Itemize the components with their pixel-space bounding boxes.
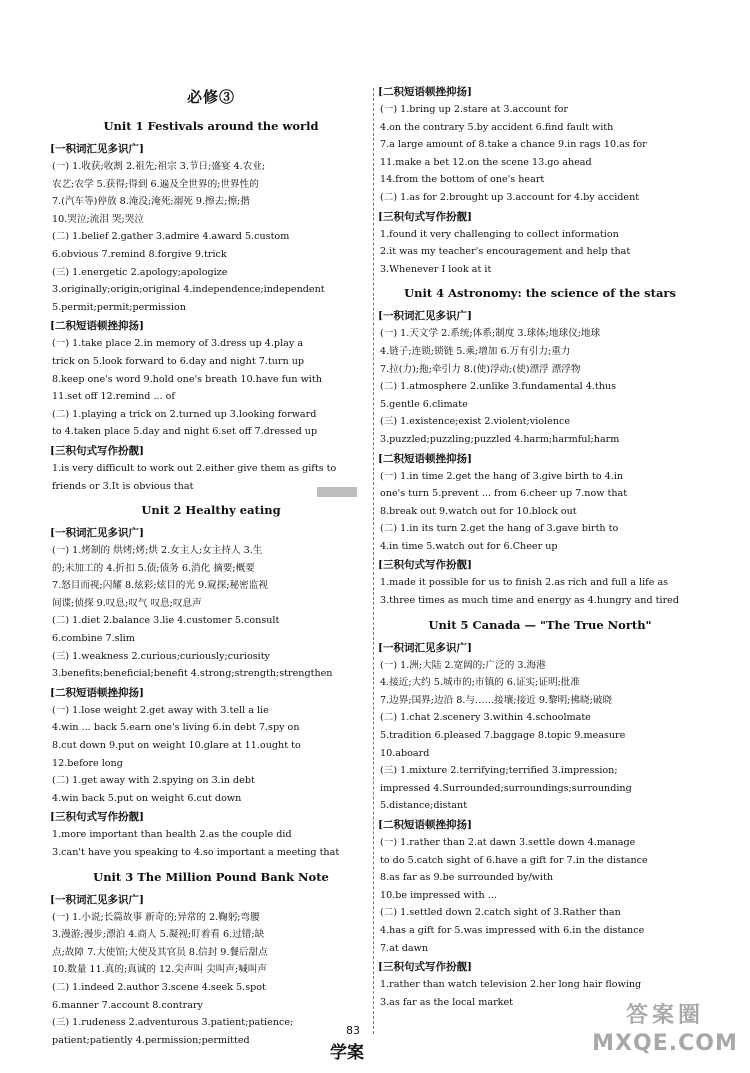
answer-line: (二) 1.get away with 2.spying on 3.in debt bbox=[52, 775, 255, 787]
answer-line: 1.made it possible for us to finish 2.as rich and full a life as bbox=[380, 577, 669, 589]
answer-line: 1.found it very challenging to collect information bbox=[380, 228, 619, 240]
answer-line: (二) 1.playing a trick on 2.turned up 3.looking forward bbox=[52, 408, 317, 420]
answer-line: 6.obvious 7.remind 8.forgive 9.trick bbox=[52, 248, 227, 260]
unit-5-title: Unit 5 Canada — "The True North" bbox=[428, 617, 652, 632]
answer-line: to 4.taken place 5.day and night 6.set off 7.dressed up bbox=[52, 426, 318, 438]
unit-5-phrases bbox=[380, 834, 700, 957]
answer-line: 12.before long bbox=[52, 757, 123, 769]
answer-line: 4.in time 5.watch out for 6.Cheer up bbox=[380, 540, 558, 552]
answer-line: (三) 1.weakness 2.curious;curiously;curiosity bbox=[52, 650, 270, 662]
answer-line: (三) 1.existence;exist 2.violent;violence bbox=[380, 416, 571, 428]
section-title: [二积短语顿挫抑扬] bbox=[50, 320, 144, 333]
answer-line: 14.from the bottom of one's heart bbox=[380, 174, 545, 186]
answer-line: 农艺;农学 5.获得;得到 6.遍及全世界的;世界性的 bbox=[52, 178, 259, 190]
watermark bbox=[590, 1002, 740, 1068]
answer-line: 5.permit;permit;permission bbox=[52, 301, 186, 313]
section-title: [二积短语顿挫抑扬] bbox=[50, 686, 144, 699]
section-title: [二积短语顿挫抑扬] bbox=[378, 819, 472, 831]
answer-line: 6.combine 7.slim bbox=[52, 633, 135, 645]
answer-line: 1.is very difficult to work out 2.either give them as gifts to bbox=[52, 462, 337, 474]
answer-line: 3.benefits;beneficial;benefit 4.strong;strength;strengthen bbox=[52, 668, 333, 680]
answer-line: 2.it was my teacher's encouragement and help that bbox=[380, 246, 631, 258]
answer-line: 8.as far as 9.be surrounded by/with bbox=[380, 872, 553, 884]
section-title: [一积词汇见多识广] bbox=[50, 143, 144, 155]
column-divider bbox=[373, 88, 374, 1034]
section-title: [三积句式写作扮靓] bbox=[50, 444, 144, 457]
answer-line: impressed 4.Surrounded;surroundings;surrounding bbox=[380, 782, 632, 794]
section-title: [一积词汇见多识广] bbox=[50, 893, 144, 906]
answer-line: (一) 1.bring up 2.stare at 3.account for bbox=[380, 104, 568, 115]
section-title: [三积句式写作扮靓] bbox=[378, 961, 472, 974]
answer-line: (二) 1.atmosphere 2.unlike 3.fundamental 4.thus bbox=[380, 381, 617, 393]
unit-5-vocab bbox=[380, 657, 700, 815]
answer-line: 7.(汽车等)停放 8.淹没;淹死;溺死 9.擦去;擦;揩 bbox=[52, 196, 250, 208]
answer-line: (一) 1.收获;收割 2.祖先;祖宗 3.节日;盛宴 4.农业; bbox=[52, 161, 266, 172]
answer-line: 7.a large amount of 8.take a chance 9.in rags 10.as for bbox=[380, 139, 647, 151]
answer-line: 7.边界;国界;边沿 8.与……接壤;接近 9.黎明;拂晓;破晓 bbox=[380, 694, 613, 706]
answer-line: (一) 1.天文学 2.系统;体系;制度 3.球体;地球仪;地球 bbox=[380, 328, 601, 340]
answer-line: 10.aboard bbox=[380, 747, 430, 759]
unit-2-vocab bbox=[52, 542, 370, 683]
answer-line: 8.cut down 9.put on weight 10.glare at 11.ought to bbox=[52, 740, 301, 752]
answer-line: (二) 1.chat 2.scenery 3.within 4.schoolmate bbox=[380, 712, 591, 724]
answer-line: (一) 1.洲;大陆 2.宽阔的;广泛的 3.海港 bbox=[380, 659, 546, 671]
answer-line: 11.set off 12.remind ... of bbox=[52, 391, 175, 403]
answer-line: (二) 1.in its turn 2.get the hang of 3.gave birth to bbox=[380, 523, 619, 535]
publisher-logo: 学案 bbox=[330, 1043, 364, 1063]
answer-line: 4.链子;连锁;锁链 5.乘;增加 6.万有引力;重力 bbox=[380, 345, 571, 357]
answer-line: 1.more important than health 2.as the couple did bbox=[52, 829, 292, 841]
answer-line: patient;patiently 4.permission;permitted bbox=[52, 1034, 250, 1046]
answer-line: (一) 1.in time 2.get the hang of 3.give birth to 4.in bbox=[380, 470, 624, 482]
answer-line: 4.has a gift for 5.was impressed with 6.in the distance bbox=[380, 924, 645, 936]
unit-4-sentences bbox=[380, 574, 700, 609]
answer-line: (二) 1.indeed 2.author 3.scene 4.seek 5.spot bbox=[52, 981, 266, 993]
section-title: [三积句式写作扮靓] bbox=[378, 210, 472, 223]
answer-line: (三) 1.energetic 2.apology;apologize bbox=[52, 266, 228, 278]
answer-line: 6.manner 7.account 8.contrary bbox=[52, 999, 203, 1011]
answer-line: 4.win ... back 5.earn one's living 6.in debt 7.spy on bbox=[52, 722, 300, 734]
answer-line: 3.puzzled;puzzling;puzzled 4.harm;harmful;harm bbox=[380, 433, 620, 445]
unit-1-title: Unit 1 Festivals around the world bbox=[103, 119, 319, 133]
watermark-en: MXQE.COM bbox=[592, 1031, 738, 1056]
answer-line: to do 5.catch sight of 6.have a gift for 7.in the distance bbox=[380, 854, 648, 866]
answer-line: friends or 3.It is obvious that bbox=[52, 480, 194, 492]
answer-line: 3.Whenever I look at it bbox=[380, 263, 492, 275]
answer-line: 3.as far as the local market bbox=[380, 996, 514, 1008]
answer-line: (一) 1.rather than 2.at dawn 3.settle down 4.manage bbox=[380, 837, 636, 848]
answer-line: (一) 1.take place 2.in memory of 3.dress up 4.play a bbox=[52, 338, 304, 350]
answer-line: 7.at dawn bbox=[380, 942, 429, 954]
answer-line: 10.数量 11.真的;真诚的 12.尖声叫 尖叫声;喊叫声 bbox=[52, 964, 267, 976]
answer-line: 1.rather than watch television 2.her long hair flowing bbox=[380, 979, 642, 991]
answer-line: 8.keep one's word 9.hold one's breath 10.have fun with bbox=[52, 373, 322, 385]
answer-line: 10.哭泣;流泪 哭;哭泣 bbox=[52, 213, 144, 225]
unit-1-sentences bbox=[52, 460, 370, 495]
unit-2-phrases bbox=[52, 702, 370, 808]
answer-line: 8.break out 9.watch out for 10.block out bbox=[380, 505, 577, 517]
answer-line: 3.漫游;漫步;漂泊 4.商人 5.凝视;盯着看 6.过错;缺 bbox=[52, 929, 265, 941]
answer-line: 11.make a bet 12.on the scene 13.go ahead bbox=[380, 156, 592, 168]
answer-line: (三) 1.mixture 2.terrifying;terrified 3.impression; bbox=[380, 765, 618, 777]
answer-line: 5.tradition 6.pleased 7.baggage 8.topic 9.measure bbox=[380, 730, 626, 742]
unit-3-phrases bbox=[380, 101, 700, 207]
right-column bbox=[380, 0, 700, 1011]
answer-line: 4.win back 5.put on weight 6.cut down bbox=[52, 792, 242, 804]
answer-line: 10.be impressed with ... bbox=[380, 889, 497, 901]
unit-2-sentences bbox=[52, 826, 370, 861]
answer-line: 点;故障 7.大使馆;大使及其官员 8.信封 9.餐后甜点 bbox=[52, 946, 268, 958]
unit-3-sentences bbox=[380, 226, 700, 279]
answer-line: (二) 1.belief 2.gather 3.admire 4.award 5.custom bbox=[52, 231, 290, 243]
answer-line: 的;未加工的 4.折扣 5.债;债务 6.消化 摘要;概要 bbox=[52, 562, 255, 574]
answer-line: (二) 1.settled down 2.catch sight of 3.Rather than bbox=[380, 907, 621, 919]
answer-line: (三) 1.rudeness 2.adventurous 3.patient;patience; bbox=[52, 1017, 294, 1029]
answer-line: 5.distance;distant bbox=[380, 800, 468, 812]
answer-line: (二) 1.diet 2.balance 3.lie 4.customer 5.consult bbox=[52, 615, 280, 627]
section-title: [二积短语顿挫抑扬] bbox=[378, 86, 472, 98]
answer-line: 3.three times as much time and energy as 4.hungry and tired bbox=[380, 595, 679, 607]
answer-line: 5.gentle 6.climate bbox=[380, 398, 468, 410]
section-title: [一积词汇见多识广] bbox=[378, 641, 472, 654]
answer-line: 7.怒目而视;闪耀 8.炫彩;炫目的光 9.窥探;秘密监视 bbox=[52, 580, 268, 592]
unit-3-vocab bbox=[52, 909, 370, 1050]
unit-1-phrases bbox=[52, 335, 370, 441]
section-title: [一积词汇见多识广] bbox=[378, 310, 472, 323]
unit-1-vocab bbox=[52, 158, 370, 316]
answer-line: 间谍;侦探 9.叹息;叹气 叹息;叹息声 bbox=[52, 597, 202, 609]
unit-4-title: Unit 4 Astronomy: the science of the stars bbox=[404, 286, 676, 301]
answer-line: 7.拉(力);拖;牵引力 8.(使)浮动;(使)漂浮 漂浮物 bbox=[380, 363, 581, 375]
answer-line: (一) 1.小说;长篇故事 新奇的;异常的 2.鞠躬;弯腰 bbox=[52, 911, 260, 923]
section-title: [三积句式写作扮靓] bbox=[50, 811, 144, 824]
answer-line: 4.on the contrary 5.by accident 6.find fault with bbox=[380, 121, 614, 133]
answer-line: (二) 1.as for 2.brought up 3.account for 4.by accident bbox=[380, 191, 640, 203]
answer-line: (一) 1.lose weight 2.get away with 3.tell a lie bbox=[52, 704, 269, 716]
book-title: 必修③ bbox=[186, 88, 235, 106]
unit-3-title: Unit 3 The Million Pound Bank Note bbox=[93, 869, 329, 884]
answer-line: 4.接近;大约 5.城市的;市镇的 6.证实;证明;批准 bbox=[380, 677, 580, 689]
unit-4-vocab bbox=[380, 325, 700, 448]
left-column bbox=[52, 0, 370, 1049]
answer-line: 3.can't have you speaking to 4.so important a meeting that bbox=[52, 847, 340, 858]
section-title: [三积句式写作扮靓] bbox=[378, 559, 472, 572]
section-title: [二积短语顿挫抑扬] bbox=[378, 452, 472, 465]
answer-line: trick on 5.look forward to 6.day and night 7.turn up bbox=[52, 355, 305, 367]
section-title: [一积词汇见多识广] bbox=[50, 527, 144, 540]
unit-4-phrases bbox=[380, 468, 700, 556]
watermark-cn: 答案圈 bbox=[625, 1003, 704, 1028]
answer-line: one's turn 5.prevent ... from 6.cheer up 7.now that bbox=[380, 488, 628, 500]
answer-line: 3.originally;origin;original 4.independence;independent bbox=[52, 284, 325, 296]
page-number: 83 bbox=[346, 1024, 360, 1037]
unit-2-title: Unit 2 Healthy eating bbox=[141, 503, 281, 518]
answer-line: (一) 1.烤制的 烘烤;烤;烘 2.女主人;女主持人 3.生 bbox=[52, 545, 263, 557]
